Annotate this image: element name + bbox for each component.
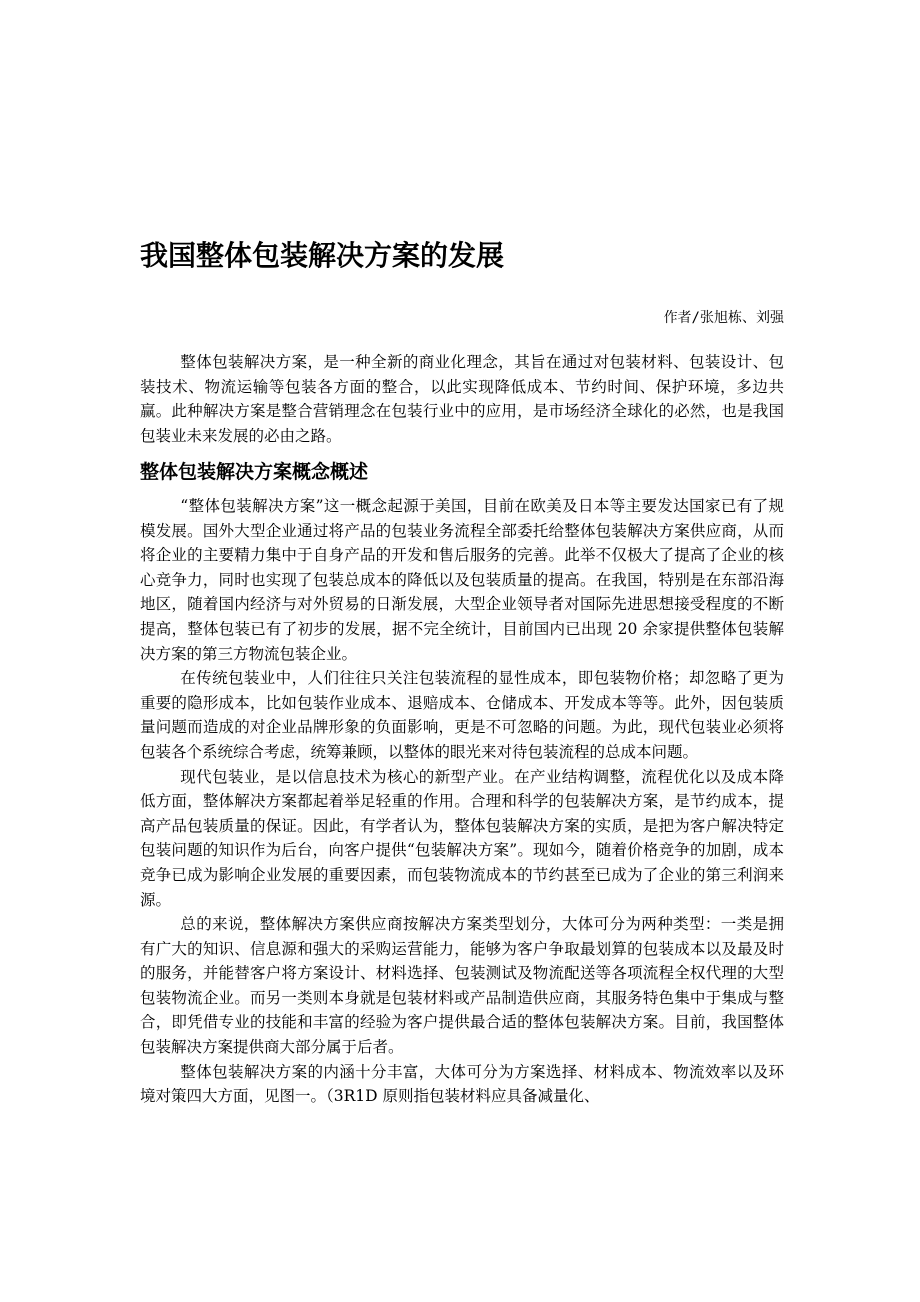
section-heading: 整体包装解决方案概念概述: [140, 461, 369, 483]
intro-paragraph: 整体包装解决方案，是一种全新的商业化理念，其旨在通过对包装材料、包装设计、包装技术、物流运输等包装各方面的整合，以此实现降低成本、节约时间、保护环境，多边共赢。此种解决方案是整合营销理念在包装行业中的应用，是市场经济全球化的必然，也是我国包装业未来发展的必由之路。: [140, 353, 784, 445]
body-text: [140, 494, 784, 1109]
document-page: [140, 0, 784, 1302]
paragraph-3: 现代包装业，是以信息技术为核心的新型产业。在产业结构调整，流程优化以及成本降低方面，整体解决方案都起着举足轻重的作用。合理和科学的包装解决方案，是节约成本，提高产品包装质量的保证。因此，有学者认为，整体包装解决方案的实质，是把为客户解决特定包装问题的知识作为后台，向客户提供“包装解决方案”。现如今，随着价格竞争的加剧，成本竞争已成为影响企业发展的重要因素，而包装物流成本的节约甚至已成为了企业的第三利润来源。: [140, 767, 784, 909]
paragraph-2: 在传统包装业中，人们往往只关注包装流程的显性成本，即包装物价格；却忽略了更为重要的隐形成本，比如包装作业成本、退赔成本、仓储成本、开发成本等等。此外，因包装质量问题而造成的对企业品牌形象的负面影响，更是不可忽略的问题。为此，现代包装业必须将包装各个系统综合考虑，统筹兼顾，以整体的眼光来对待包装流程的总成本问题。: [140, 669, 784, 761]
paragraph-1: “整体包装解决方案”这一概念起源于美国，目前在欧美及日本等主要发达国家已有了规模发展。国外大型企业通过将产品的包装业务流程全部委托给整体包装解决方案供应商，从而将企业的主要精力集中于自身产品的开发和售后服务的完善。此举不仅极大了提高了企业的核心竞争力，同时也实现了包装总成本的降低以及包装质量的提高。在我国，特别是在东部沿海地区，随着国内经济与对外贸易的日渐发展，大型企业领导者对国际先进思想接受程度的不断提高，整体包装已有了初步的发展，据不完全统计，目前国内已出现 20 余家提供整体包装解决方案的第三方物流包装企业。: [140, 497, 784, 663]
article-title: 我国整体包装解决方案的发展: [140, 239, 505, 272]
intro-block: [140, 350, 784, 448]
paragraph-5: 整体包装解决方案的内涵十分丰富，大体可分为方案选择、材料成本、物流效率以及环境对策四大方面，见图一。（3R1D 原则指包装材料应具备减量化、: [140, 1062, 784, 1106]
paragraph-4: 总的来说，整体解决方案供应商按解决方案类型划分，大体可分为两种类型：一类是拥有广大的知识、信息源和强大的采购运营能力，能够为客户争取最划算的包装成本以及最及时的服务，并能替客户将方案设计、材料选择、包装测试及物流配送等各项流程全权代理的大型包装物流企业。而另一类则本身就是包装材料或产品制造供应商，其服务特色集中于集成与整合，即凭借专业的技能和丰富的经验为客户提供最合适的整体包装解决方案。目前，我国整体包装解决方案提供商大部分属于后者。: [140, 915, 784, 1057]
author-line: 作者/张旭栋、刘强: [663, 310, 784, 326]
